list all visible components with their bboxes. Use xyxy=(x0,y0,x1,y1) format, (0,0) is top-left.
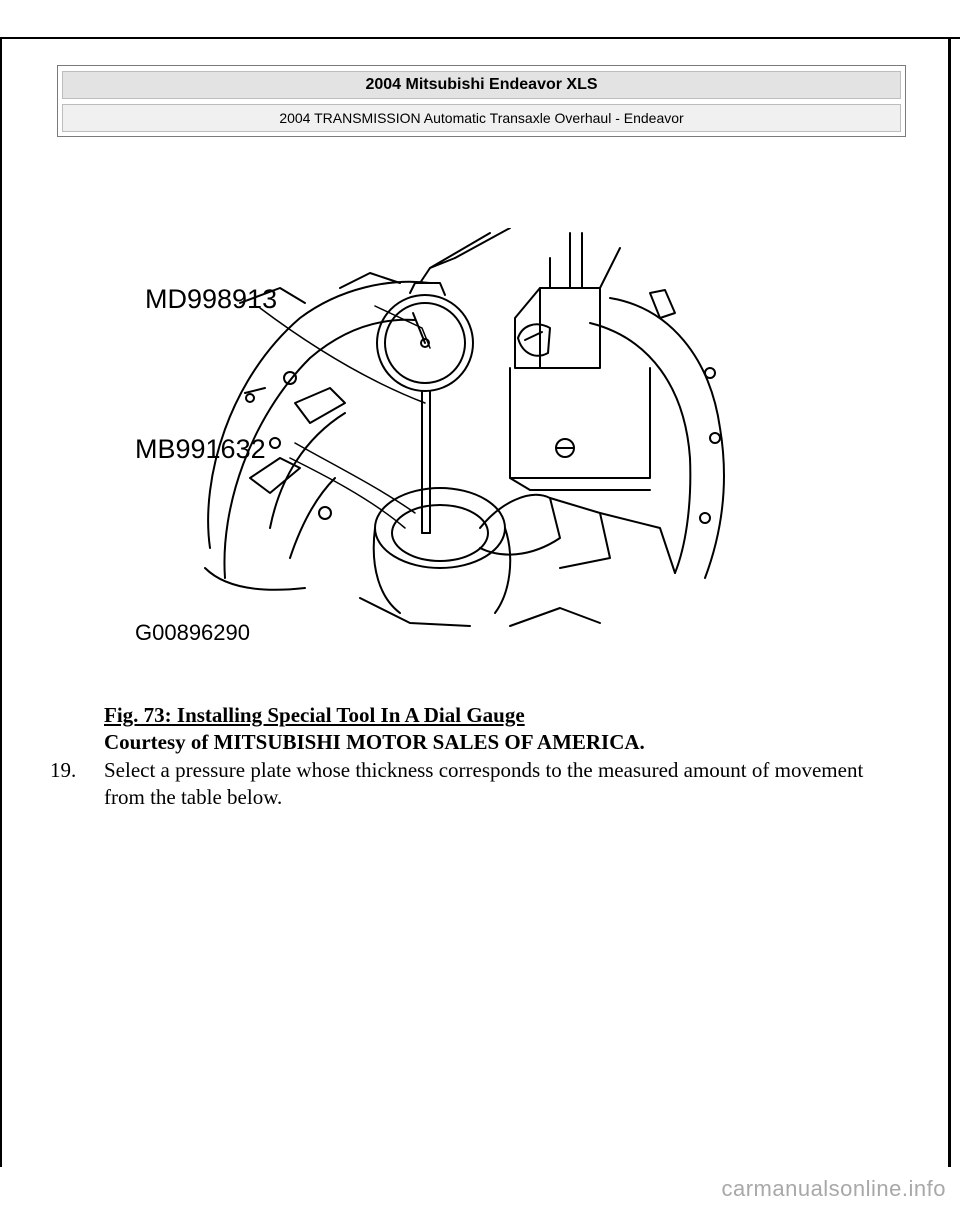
header-title: 2004 Mitsubishi Endeavor XLS xyxy=(62,71,901,99)
figure-caption xyxy=(104,702,645,756)
step-text: Select a pressure plate whose thickness corresponds to the measured amount of movement from the table below. xyxy=(104,758,864,809)
step-number: 19. xyxy=(50,758,77,782)
leader-line-tool2 xyxy=(295,443,415,513)
page-border-top xyxy=(0,37,960,39)
page-border-right xyxy=(948,37,951,1167)
figure-caption-credit: Courtesy of MITSUBISHI MOTOR SALES OF AMERICA. xyxy=(104,730,645,754)
figure-caption-title[interactable]: Fig. 73: Installing Special Tool In A Dial Gauge xyxy=(104,703,525,727)
document-header xyxy=(57,65,906,137)
housing-outline xyxy=(208,282,430,548)
dial-gauge-illustration xyxy=(130,228,750,648)
watermark-text: carmanualsonline.info xyxy=(721,1176,946,1201)
label-tool2: MB991632 xyxy=(135,434,266,464)
housing-right xyxy=(610,298,724,578)
magnetic-base xyxy=(515,288,600,368)
label-figure-code: G00896290 xyxy=(135,620,250,645)
header-subtitle: 2004 TRANSMISSION Automatic Transaxle Overhaul - Endeavor xyxy=(62,104,901,132)
label-tool1: MD998913 xyxy=(145,284,278,314)
page-border-left xyxy=(0,37,2,1167)
